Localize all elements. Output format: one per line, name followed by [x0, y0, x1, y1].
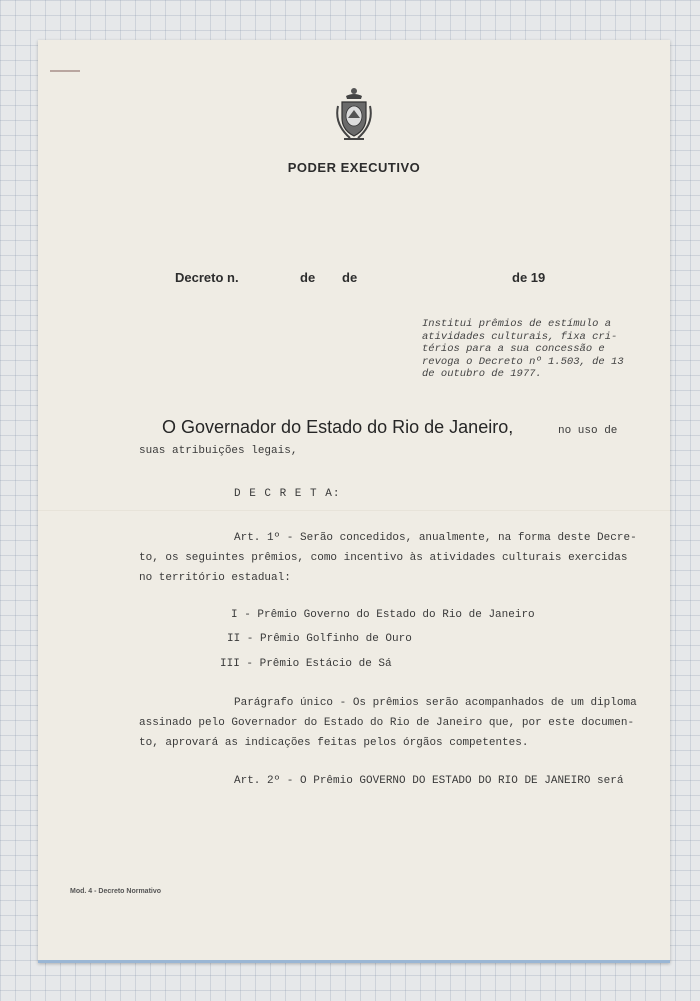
preamble-line-2: suas atribuições legais,: [139, 445, 298, 457]
article-1-line: Art. 1º - Serão concedidos, anualmente, na forma deste Decre-: [234, 532, 637, 544]
decree-de-2: de: [342, 270, 358, 285]
decree-de-1: de: [300, 270, 316, 285]
summary-line: térios para a sua concessão e: [422, 343, 605, 355]
summary-line: revoga o Decreto nº 1.503, de 13: [422, 355, 624, 368]
governor-title: O Governador do Estado do Rio de Janeiro,: [162, 417, 514, 437]
corner-mark: [50, 70, 80, 72]
decree-summary: [422, 318, 622, 381]
paragraph-line: to, aprovará as indicações feitas pelos órgãos competentes.: [139, 737, 529, 749]
page-heading: PODER EXECUTIVO: [287, 160, 421, 175]
paragraph-line: assinado pelo Governador do Estado do Rio de Janeiro que, por este documen-: [139, 717, 635, 729]
decree-page: [38, 40, 670, 963]
paper-fold-crease: [38, 510, 670, 512]
decreta-heading: D E C R E T A:: [234, 488, 341, 500]
article-1-line: to, os seguintes prêmios, como incentivo às atividades culturais exercidas: [139, 552, 628, 564]
article-1-line: no território estadual:: [139, 572, 291, 584]
paragraph-line: Parágrafo único - Os prêmios serão acompanhados de um diploma: [234, 697, 637, 709]
prize-item: I - Prêmio Governo do Estado do Rio de Janeiro: [231, 609, 535, 621]
summary-line: atividades culturais, fixa cri-: [422, 330, 618, 343]
summary-line: Institui prêmios de estímulo a: [422, 318, 612, 330]
preamble-tail: no uso de: [558, 425, 618, 437]
article-2-line: Art. 2º - O Prêmio GOVERNO DO ESTADO DO RIO DE JANEIRO será: [234, 775, 624, 787]
prize-item: II - Prêmio Golfinho de Ouro: [227, 633, 412, 645]
form-model-footer: Mod. 4 - Decreto Normativo: [70, 888, 162, 895]
decree-number-label: Decreto n.: [175, 270, 239, 285]
coat-of-arms-icon: [330, 84, 378, 144]
prize-item: III - Prêmio Estácio de Sá: [220, 658, 392, 670]
decree-year: de 19: [512, 270, 546, 285]
summary-line: de outubro de 1977.: [422, 368, 542, 380]
